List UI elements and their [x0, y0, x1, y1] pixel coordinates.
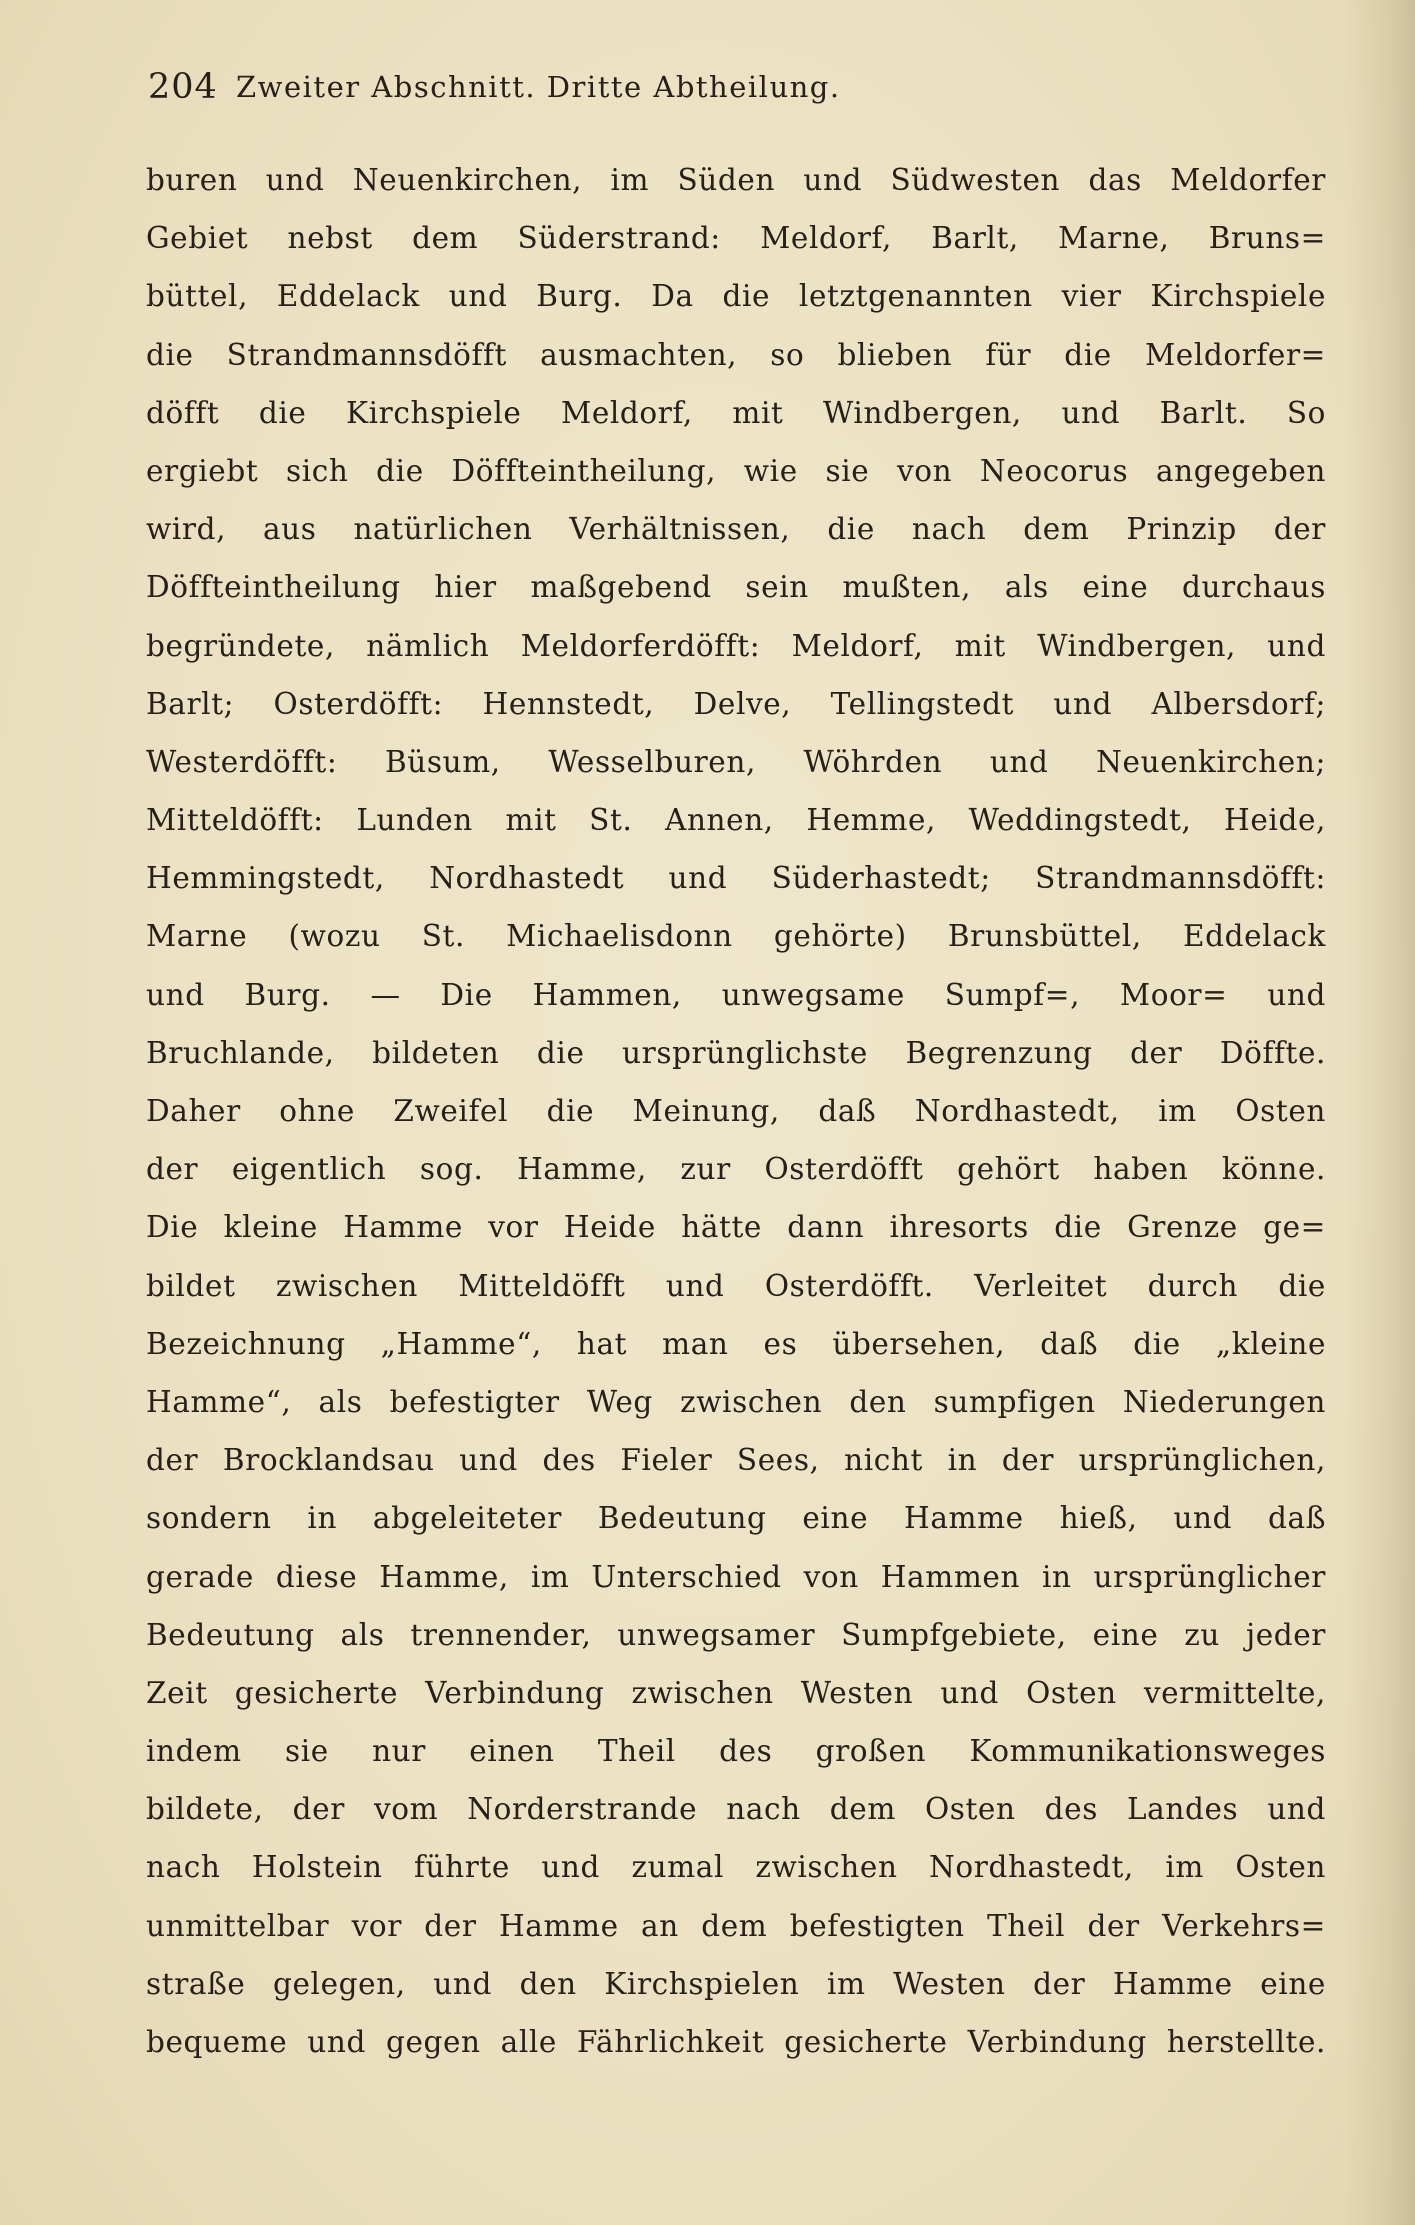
- text-line: begründete, nämlich Meldorferdöfft: Meldorf, mit Windbergen, und: [146, 628, 1326, 663]
- text-line: die Strandmannsdöfft ausmachten, so blieben für die Meldorfer=: [146, 337, 1326, 372]
- text-line: wird, aus natürlichen Verhältnissen, die nach dem Prinzip der: [146, 512, 1326, 547]
- text-line: Hemmingstedt, Nordhastedt und Süderhastedt; Strandmannsdöfft:: [146, 861, 1326, 896]
- text-line: unmittelbar vor der Hamme an dem befestigten Theil der Verkehrs=: [146, 1908, 1326, 1943]
- text-line: buren und Neuenkirchen, im Süden und Südwesten das Meldorfer: [146, 163, 1326, 197]
- text-line: bildet zwischen Mitteldöfft und Osterdöfft. Verleitet durch die: [146, 1268, 1326, 1303]
- page-number: 204: [148, 67, 218, 107]
- running-head: Zweiter Abschnitt. Dritte Abtheilung.: [236, 70, 841, 104]
- text-line: nach Holstein führte und zumal zwischen Nordhastedt, im Osten: [146, 1850, 1326, 1885]
- text-line: bildete, der vom Norderstrande nach dem Osten des Landes und: [146, 1792, 1326, 1827]
- text-line: Bezeichnung „Hamme“, hat man es übersehen, daß die „kleine: [146, 1326, 1326, 1361]
- text-line: Bedeutung als trennender, unwegsamer Sumpfgebiete, eine zu jeder: [146, 1617, 1326, 1652]
- page-edge-shadow: [1345, 0, 1415, 2225]
- text-line: und Burg. — Die Hammen, unwegsame Sumpf=, Moor= und: [146, 977, 1326, 1012]
- text-line: ergiebt sich die Döffteintheilung, wie sie von Neocorus angegeben: [146, 453, 1326, 488]
- text-line: Mitteldöfft: Lunden mit St. Annen, Hemme, Weddingstedt, Heide,: [146, 803, 1326, 838]
- text-line: Zeit gesicherte Verbindung zwischen Westen und Osten vermittelte,: [146, 1675, 1326, 1710]
- page-header: [148, 62, 1048, 112]
- text-line: Die kleine Hamme vor Heide hätte dann ihresorts die Grenze ge=: [146, 1210, 1326, 1245]
- text-line: der eigentlich sog. Hamme, zur Osterdöfft gehört haben könne.: [146, 1152, 1326, 1187]
- text-line: sondern in abgeleiteter Bedeutung eine Hamme hieß, und daß: [146, 1501, 1326, 1536]
- text-line: Hamme“, als befestigter Weg zwischen den sumpfigen Niederungen: [146, 1384, 1326, 1419]
- text-line: gerade diese Hamme, im Unterschied von Hammen in ursprünglicher: [146, 1559, 1326, 1594]
- text-line: Daher ohne Zweifel die Meinung, daß Nordhastedt, im Osten: [146, 1094, 1326, 1128]
- text-line: büttel, Eddelack und Burg. Da die letztgenannten vier Kirchspiele: [146, 279, 1326, 314]
- text-line: der Brocklandsau und des Fieler Sees, nicht in der ursprünglichen,: [146, 1443, 1326, 1478]
- text-line: Marne (wozu St. Michaelisdonn gehörte) Brunsbüttel, Eddelack: [146, 919, 1326, 954]
- text-line: Bruchlande, bildeten die ursprünglichste Begrenzung der Döffte.: [146, 1035, 1326, 1070]
- body-text: [146, 151, 1326, 2071]
- text-line: döfft die Kirchspiele Meldorf, mit Windbergen, und Barlt. So: [146, 395, 1326, 430]
- text-line: straße gelegen, und den Kirchspielen im Westen der Hamme eine: [146, 1966, 1326, 2001]
- text-line: Döffteintheilung hier maßgebend sein mußten, als eine durchaus: [146, 570, 1326, 605]
- text-line: Gebiet nebst dem Süderstrand: Meldorf, Barlt, Marne, Bruns=: [146, 221, 1326, 256]
- text-line: Barlt; Osterdöfft: Hennstedt, Delve, Tellingstedt und Albersdorf;: [146, 686, 1326, 721]
- text-line: Westerdöfft: Büsum, Wesselburen, Wöhrden und Neuenkirchen;: [146, 744, 1326, 779]
- text-line-last: bequeme und gegen alle Fährlichkeit gesicherte Verbindung herstellte.: [146, 2025, 1326, 2059]
- text-line: indem sie nur einen Theil des großen Kommunikationsweges: [146, 1734, 1326, 1769]
